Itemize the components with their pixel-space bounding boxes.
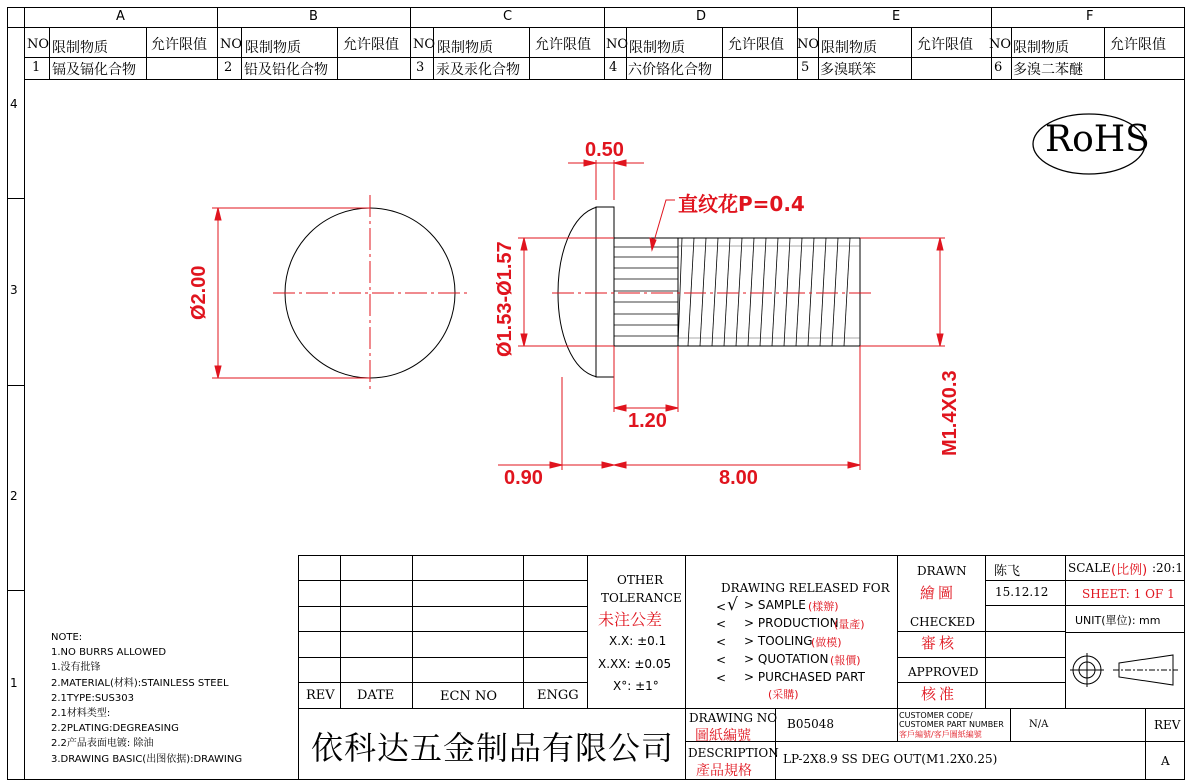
dim-total-length: 8.00	[719, 467, 758, 489]
note-line: 2.2产品表面电镀: 除油	[51, 738, 154, 750]
header-no: NO	[797, 37, 820, 52]
item-no: 1	[32, 60, 41, 75]
header-substance: 限制物质	[52, 40, 108, 56]
header-no: NO	[989, 37, 1012, 52]
scale-value: :20:1	[1152, 561, 1183, 575]
drawing-no-label-cn: 圖紙編號	[695, 728, 751, 744]
zone-row-3: 3	[10, 283, 18, 297]
header-limit: 允许限值	[535, 37, 591, 53]
customer-part-label: CUSTOMER PART NUMBER	[899, 720, 1004, 729]
tolerance-title-cn: 未注公差	[598, 610, 663, 629]
header-substance: 限制物质	[245, 40, 301, 56]
item-name: 铅及铅化合物	[244, 62, 328, 78]
company-name: 依科达五金制品有限公司	[311, 729, 675, 767]
zone-col-a: A	[116, 9, 125, 24]
release-option-tooling-cn: (做模)	[811, 636, 842, 649]
dim-thread-spec: M1.4X0.3	[939, 370, 961, 456]
release-title: DRAWING RELEASED FOR	[721, 581, 890, 595]
release-option-quotation: > QUOTATION	[744, 652, 829, 666]
dim-shaft-length: 0.50	[585, 139, 624, 161]
drawn-label-cn: 繪圖	[920, 584, 957, 602]
note-line: 1.没有批锋	[51, 662, 101, 674]
release-option-purchased-cn: (采購)	[768, 688, 799, 701]
tolerance-xxx: X.XX: ±0.05	[598, 657, 672, 671]
drawing-number: B05048	[787, 717, 834, 731]
header-no: NO	[413, 37, 436, 52]
revision-value: A	[1161, 754, 1170, 768]
item-name: 多溴联笨	[820, 62, 876, 78]
header-substance: 限制物质	[437, 40, 493, 56]
header-limit: 允许限值	[151, 37, 207, 53]
approved-label: APPROVED	[908, 665, 979, 679]
zone-col-d: D	[696, 9, 707, 24]
notes-block	[51, 630, 242, 767]
item-name: 汞及汞化合物	[436, 62, 520, 78]
note-line: 2.MATERIAL(材料):STAINLESS STEEL	[51, 677, 229, 689]
item-no: 6	[994, 60, 1003, 75]
dim-head-height: 0.90	[504, 467, 543, 489]
dim-head-diameter: Ø2.00	[188, 265, 210, 320]
release-bracket: <	[716, 617, 727, 631]
zone-col-f: F	[1086, 9, 1094, 24]
zone-col-c: C	[503, 9, 513, 24]
release-bracket: <	[716, 671, 727, 685]
scale-label-cn: (比例)	[1111, 563, 1148, 578]
customer-label-cn: 客戶編號/客戶圖紙編號	[899, 730, 982, 739]
release-bracket: <	[716, 653, 727, 667]
note-line: 3.DRAWING BASIC(出图依据):DRAWING	[51, 753, 243, 765]
rev-label: REV	[1154, 718, 1181, 732]
item-name: 六价铬化合物	[628, 62, 712, 78]
date-header: DATE	[357, 688, 395, 703]
release-option-sample: > SAMPLE	[744, 598, 806, 612]
description-label-cn: 產品規格	[696, 763, 752, 779]
description-label: DESCRIPTION	[688, 746, 779, 760]
header-substance: 限制物质	[629, 40, 685, 56]
part-description: LP-2X8.9 SS DEG OUT(M1.2X0.25)	[783, 752, 998, 766]
release-option-quotation-cn: (報價)	[830, 654, 861, 667]
scale-label: SCALE	[1068, 561, 1111, 575]
dimension-lines	[212, 160, 945, 470]
header-limit: 允许限值	[343, 37, 399, 53]
checked-label-cn: 審核	[921, 634, 958, 652]
item-no: 5	[801, 60, 810, 75]
note-line: 2.1TYPE:SUS303	[51, 692, 134, 704]
drawn-name: 陈飞	[994, 564, 1021, 579]
drawn-date: 15.12.12	[995, 585, 1049, 599]
header-substance: 限制物质	[821, 40, 877, 56]
release-option-sample-cn: (樣辦)	[808, 600, 839, 613]
header-limit: 允许限值	[728, 37, 784, 53]
third-angle-projection-icon	[1066, 640, 1184, 702]
header-limit: 允许限值	[917, 37, 973, 53]
item-name: 镉及镉化合物	[52, 62, 136, 78]
header-no: NO	[220, 37, 243, 52]
note-line: 2.2PLATING:DEGREASING	[51, 723, 179, 735]
checked-label: CHECKED	[910, 615, 975, 629]
customer-code-label: CUSTOMER CODE/	[899, 711, 973, 720]
item-name: 多溴二苯醚	[1013, 62, 1083, 78]
note-line: NOTE:	[51, 632, 83, 643]
zone-row-1: 1	[10, 676, 18, 690]
tolerance-title: TOLERANCE	[601, 591, 682, 605]
zone-col-b: B	[309, 9, 318, 24]
note-line: 1.NO BURRS ALLOWED	[51, 647, 167, 659]
tolerance-xx: X.X: ±0.1	[609, 634, 667, 648]
header-substance: 限制物质	[1013, 40, 1069, 56]
sheet-number: SHEET: 1 OF 1	[1082, 587, 1175, 601]
item-no: 4	[609, 60, 618, 75]
unit-label: UNIT(單位): mm	[1075, 614, 1161, 627]
header-limit: 允许限值	[1110, 37, 1166, 53]
end-view	[273, 195, 468, 390]
item-no: 2	[224, 60, 233, 75]
approved-label-cn: 核准	[921, 685, 958, 703]
zone-row-2: 2	[10, 489, 18, 503]
release-option-production: > PRODUCTION	[744, 616, 839, 630]
release-bracket: <	[716, 635, 727, 649]
dim-knurl-note: 直纹花P=0.4	[678, 192, 805, 216]
note-line: 2.1材料类型:	[51, 708, 111, 720]
release-bracket: <	[716, 600, 727, 614]
rev-header: REV	[306, 688, 335, 703]
tolerance-degree: X°: ±1°	[613, 679, 659, 693]
release-option-purchased: > PURCHASED PART	[744, 670, 865, 684]
customer-part-number: N/A	[1029, 719, 1049, 730]
release-option-production-cn: (量產)	[834, 618, 865, 631]
drawing-no-label: DRAWING NO	[689, 711, 778, 725]
zone-row-4: 4	[10, 97, 18, 111]
release-option-tooling: > TOOLING	[744, 634, 813, 648]
item-no: 3	[416, 60, 425, 75]
dim-knurl-length: 1.20	[628, 410, 667, 432]
dim-knurl-diameter: Ø1.53-Ø1.57	[494, 241, 516, 357]
ecn-header: ECN NO	[440, 689, 497, 704]
drawn-label: DRAWN	[917, 564, 967, 578]
side-view	[552, 207, 875, 377]
tolerance-title: OTHER	[617, 573, 664, 587]
zone-col-e: E	[892, 9, 901, 24]
engg-header: ENGG	[537, 688, 579, 703]
header-no: NO	[606, 37, 629, 52]
release-check: √	[727, 595, 738, 615]
header-no: NO	[27, 37, 50, 52]
rohs-text: RoHS	[1045, 119, 1150, 160]
